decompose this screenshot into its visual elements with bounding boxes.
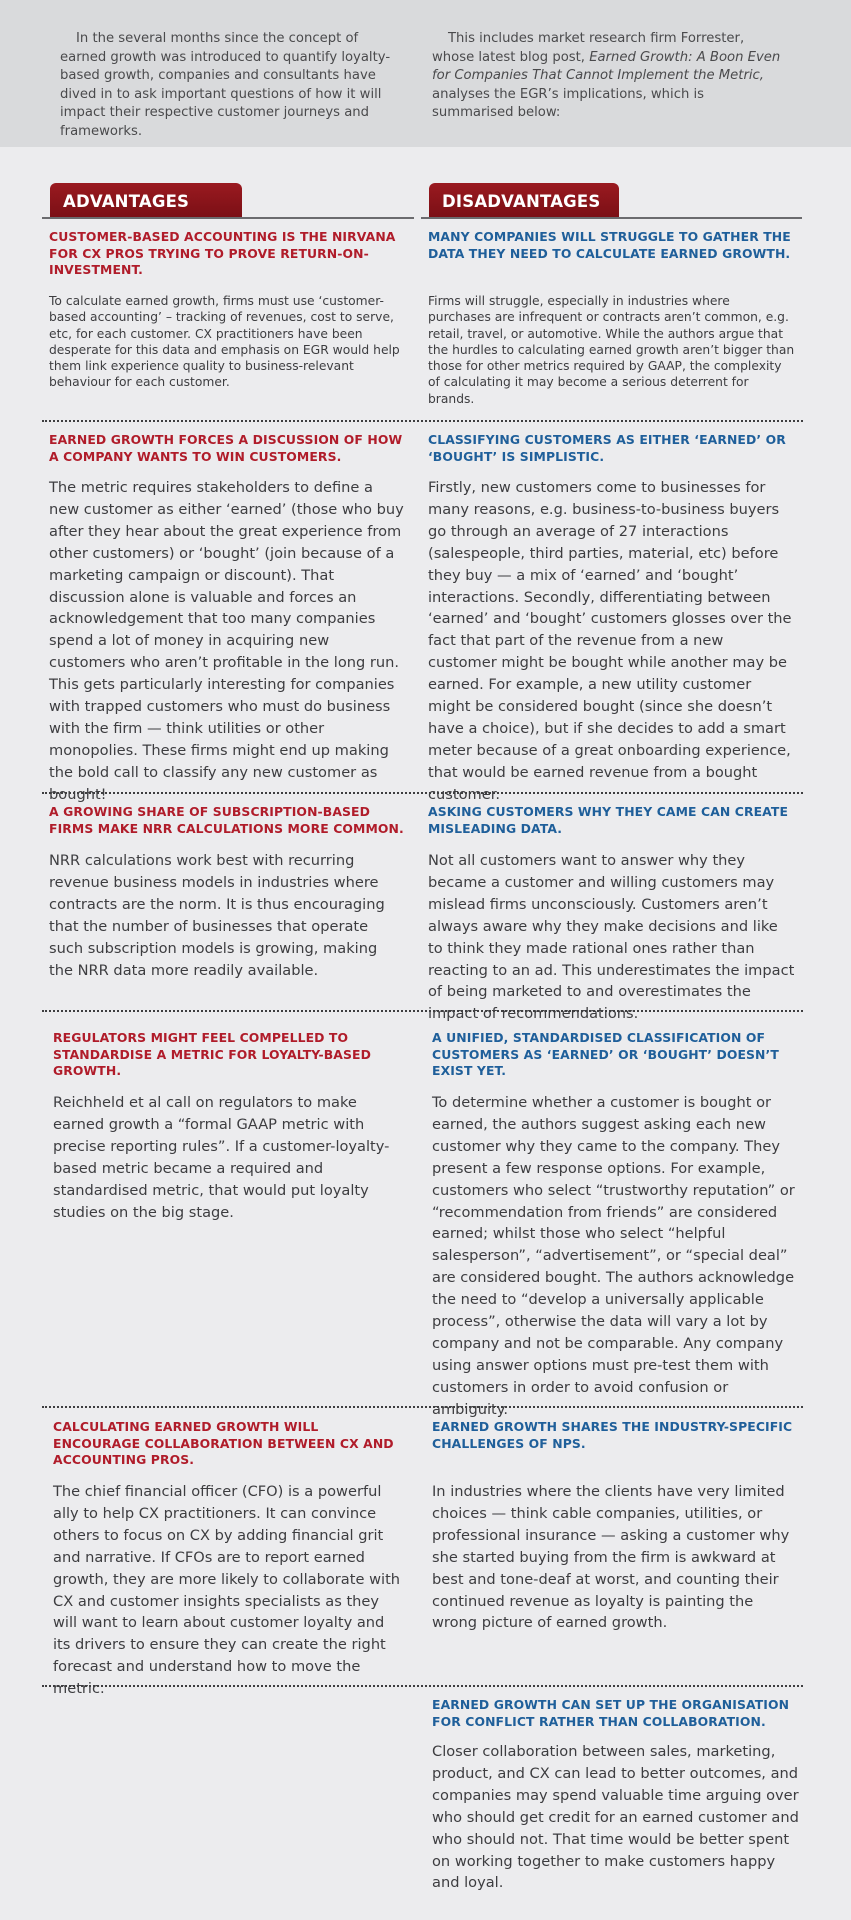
advantage-body: To calculate earned growth, firms must use ‘customer-based accounting’ – tracking of revenues, cost to serve, etc, for each customer. CX practitioners have been desperate for this data and emphasis on EGR would help them link experience quality to business-relevant behaviour for each customer. xyxy=(49,294,400,390)
intro-right-lead: This includes market research firm Forrester, whose latest blog post, xyxy=(432,31,745,65)
disadvantages-rule xyxy=(421,217,802,219)
row-divider xyxy=(42,792,803,794)
advantage-heading: EARNED GROWTH FORCES A DISCUSSION OF HOW A COMPANY WANTS TO WIN CUSTOMERS. xyxy=(49,432,403,464)
advantage-body: The chief financial officer (CFO) is a powerful ally to help CX practitioners. It can convince others to focus on CX by adding financial grit and narrative. If CFOs are to report earned growth, they are more likely to collaborate with CX and customer insights specialists as they will want to learn about customer loyalty and its drivers to ensure they can create the right forecast and understand how to move the metric. xyxy=(53,1483,401,1698)
advantage-body: NRR calculations work best with recurring revenue business models in industries where contracts are the norm. It is thus encouraging that the number of businesses that operate such subscription models is growing, making the NRR data more readily available. xyxy=(49,852,385,979)
row-divider xyxy=(42,1010,803,1012)
row-divider xyxy=(42,1406,803,1408)
advantage-body: Reichheld et al call on regulators to make earned growth a “formal GAAP metric with precise reporting rules”. If a customer-loyalty-based metric became a required and standardised metric, that would put loyalty studies on the big stage. xyxy=(53,1094,390,1221)
disadvantage-heading: MANY COMPANIES WILL STRUGGLE TO GATHER THE DATA THEY NEED TO CALCULATE EARNED GROWTH. xyxy=(428,229,791,261)
intro-right-tail: analyses the EGR’s implications, which is summarised below: xyxy=(432,86,705,120)
advantage-heading: CUSTOMER-BASED ACCOUNTING IS THE NIRVANA FOR CX PROS TRYING TO PROVE RETURN-ON-INVESTMENT. xyxy=(49,229,396,277)
disadvantage-heading: EARNED GROWTH SHARES THE INDUSTRY-SPECIFIC CHALLENGES OF NPS. xyxy=(432,1419,793,1451)
intro-paragraph-right xyxy=(432,30,782,123)
advantages-tab: ADVANTAGES xyxy=(50,183,242,218)
disadvantage-heading: ASKING CUSTOMERS WHY THEY CAME CAN CREATE MISLEADING DATA. xyxy=(428,804,789,836)
advantages-rule xyxy=(42,217,414,219)
advantage-heading: REGULATORS MIGHT FEEL COMPELLED TO STANDARDISE A METRIC FOR LOYALTY-BASED GROWTH. xyxy=(53,1030,371,1078)
row-divider xyxy=(42,1685,803,1687)
intro-band xyxy=(0,0,851,147)
disadvantage-heading: CLASSIFYING CUSTOMERS AS EITHER ‘EARNED’ OR ‘BOUGHT’ IS SIMPLISTIC. xyxy=(428,432,786,464)
disadvantage-body: Closer collaboration between sales, marketing, product, and CX can lead to better outcomes, and companies may spend valuable time arguing over who should get credit for an earned customer and who should not. That time would be better spent on working together to make customers happy and loyal. xyxy=(432,1743,799,1892)
disadvantage-body: Firstly, new customers come to businesses for many reasons, e.g. business-to-business buyers go through an average of 27 interactions (salespeople, third parties, material, etc) before they buy — a mix of ‘earned’ and ‘bought’ interactions. Secondly, differentiating between ‘earned’ and ‘bought’ customers glosses over the fact that part of the revenue from a new customer might be bought while another may be earned. For example, a new utility customer might be considered bought (since she doesn’t have a choice), but if she decides to add a smart meter because of a great onboarding experience, that would be earned revenue from a bought customer. xyxy=(428,479,792,803)
disadvantage-body: Firms will struggle, especially in industries where purchases are infrequent or contracts aren’t common, e.g. retail, travel, or automotive. While the authors argue that the hurdles to calculating earned growth aren’t bigger than those for other metrics required by GAAP, the complexity of calculating it may become a serious deterrent for brands. xyxy=(428,294,795,406)
disadvantage-body: Not all customers want to answer why they became a customer and willing customers may mislead firms unconsciously. Customers aren’t always aware why they make decisions and like to think they made rational ones rather than reacting to an ad. This underestimates the impact of being marketed to and overestimates the impact of recommendations. xyxy=(428,852,795,1023)
blog-post-title: Earned Growth: A Boon Even for Companies That Cannot Implement the Metric, xyxy=(432,49,781,83)
disadvantage-heading: A UNIFIED, STANDARDISED CLASSIFICATION OF CUSTOMERS AS ‘EARNED’ OR ‘BOUGHT’ DOESN’T EXIST YET. xyxy=(432,1030,779,1078)
disadvantage-heading: EARNED GROWTH CAN SET UP THE ORGANISATION FOR CONFLICT RATHER THAN COLLABORATION. xyxy=(432,1697,790,1729)
advantage-body: The metric requires stakeholders to define a new customer as either ‘earned’ (those who buy after they hear about the great experience from other customers) or ‘bought’ (join because of a marketing campaign or discount). That discussion alone is valuable and forces an acknowledgement that too many companies spend a lot of money in acquiring new customers who aren’t profitable in the long run. This gets particularly interesting for companies with trapped customers who must do business with the firm — think utilities or other monopolies. These firms might end up making the bold call to classify any new customer as bought! xyxy=(49,479,404,803)
disadvantages-tab: DISADVANTAGES xyxy=(429,183,619,218)
intro-paragraph-left: In the several months since the concept of earned growth was introduced to quantify loyalty-based growth, companies and consultants have dived in to ask important questions of how it will impact their respective customer journeys and frameworks. xyxy=(60,31,391,139)
advantage-heading: CALCULATING EARNED GROWTH WILL ENCOURAGE COLLABORATION BETWEEN CX AND ACCOUNTING PROS. xyxy=(53,1419,394,1467)
disadvantage-body: To determine whether a customer is bought or earned, the authors suggest asking each new customer why they came to the company. They present a few response options. For example, customers who select “trustworthy reputation” or “recommendation from friends” are considered earned; whilst those who select “helpful salesperson”, “advertisement”, or “special deal” are considered bought. The authors acknowledge the need to “develop a universally applicable process”, otherwise the data will vary a lot by company and not be comparable. Any company using answer options must pre-test them with customers in order to avoid confusion or ambiguity. xyxy=(432,1094,795,1418)
row-divider xyxy=(42,420,803,422)
disadvantage-body: In industries where the clients have very limited choices — think cable companies, utilities, or professional insurance — asking a customer why she started buying from the firm is awkward at best and tone-deaf at worst, and counting their continued revenue as loyalty is painting the wrong picture of earned growth. xyxy=(432,1483,790,1632)
advantage-heading: A GROWING SHARE OF SUBSCRIPTION-BASED FIRMS MAKE NRR CALCULATIONS MORE COMMON. xyxy=(49,804,404,836)
